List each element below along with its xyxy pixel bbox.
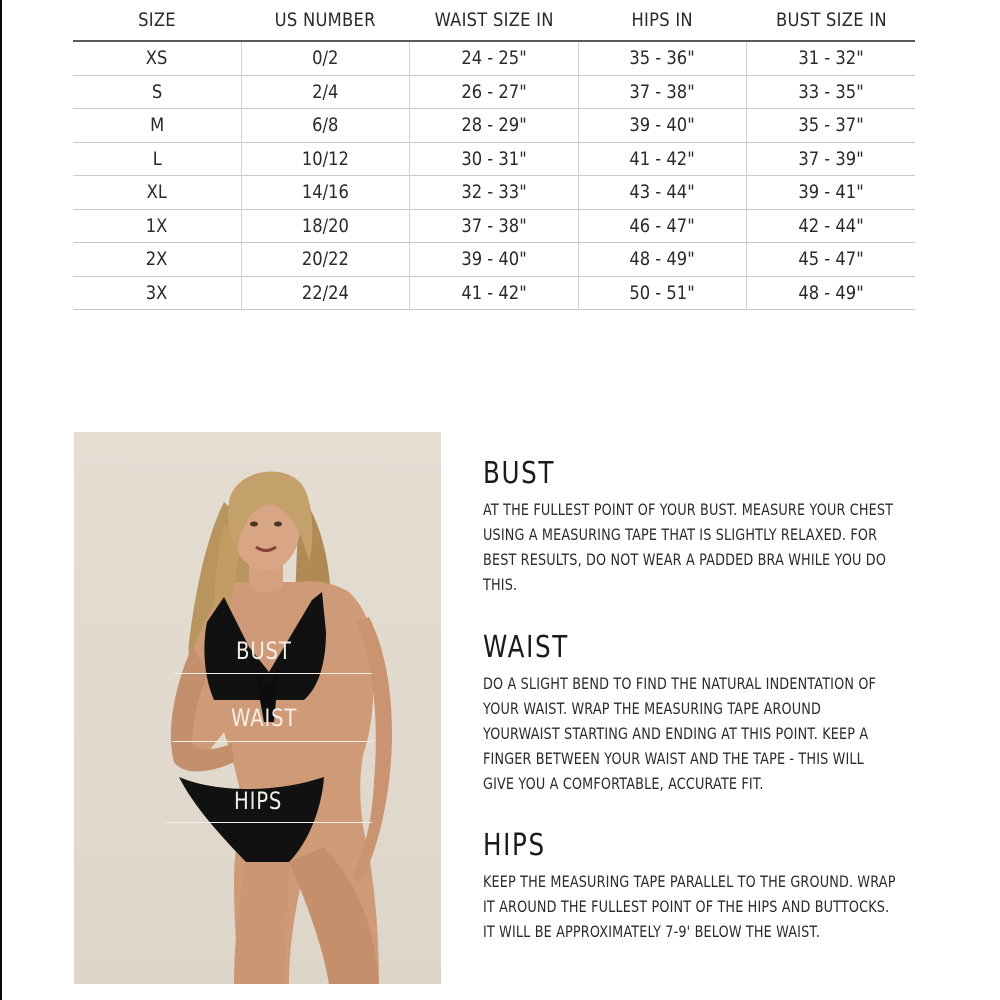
header-size: SIZE [85, 0, 230, 41]
size-chart-table [73, 0, 915, 310]
cell-hips [578, 176, 746, 210]
cell-hips [578, 75, 746, 109]
hips-guide-text: KEEP THE MEASURING TAPE PARALLEL TO THE GROUND. WRAP IT AROUND THE FULLEST POINT OF THE HIPS AND BUTTOCKS. IT WILL BE APPROXIMATELY 7-9' BELOW THE WAIST. [483, 872, 896, 941]
table-row [73, 41, 915, 75]
cell-value: 39 - 40" [629, 114, 696, 137]
bust-guide-text: AT THE FULLEST POINT OF YOUR BUST. MEASURE YOUR CHEST USING A MEASURING TAPE THAT IS SLIGHTLY RELAXED. FOR BEST RESULTS, DO NOT WEAR A PADDED BRA WHILE YOU DO THIS. [483, 500, 894, 594]
table-header-row [73, 0, 915, 41]
table-row [73, 75, 915, 109]
cell-waist [410, 41, 578, 75]
table-row [73, 243, 915, 277]
cell-hips [578, 276, 746, 310]
cell-value: 37 - 38" [629, 80, 696, 103]
cell-value: XS [146, 47, 168, 70]
cell-us-number [241, 41, 409, 75]
cell-bust [747, 176, 915, 210]
cell-value: 0/2 [312, 47, 339, 70]
cell-value: 1X [146, 214, 168, 237]
table-row [73, 209, 915, 243]
cell-value: 20/22 [302, 248, 350, 271]
cell-size [73, 276, 241, 310]
cell-value: 32 - 33" [461, 181, 527, 204]
cell-bust [747, 276, 915, 310]
photo-label-hips: HIPS [234, 787, 283, 815]
cell-value: 30 - 31" [461, 147, 527, 170]
cell-bust [747, 109, 915, 143]
cell-value: 14/16 [302, 181, 350, 204]
cell-us-number [241, 109, 409, 143]
hips-guide [483, 828, 923, 944]
cell-waist [410, 243, 578, 277]
cell-value: 6/8 [312, 114, 339, 137]
cell-waist [410, 276, 578, 310]
waist-guide-title: WAIST [483, 630, 569, 665]
cell-bust [747, 75, 915, 109]
cell-value: 50 - 51" [629, 281, 696, 304]
cell-us-number [241, 276, 409, 310]
cell-size [73, 41, 241, 75]
photo-label-waist: WAIST [231, 704, 298, 732]
cell-us-number [241, 209, 409, 243]
cell-size [73, 75, 241, 109]
cell-us-number [241, 75, 409, 109]
cell-us-number [241, 243, 409, 277]
cell-value: 37 - 38" [461, 214, 527, 237]
cell-size [73, 176, 241, 210]
cell-value: 24 - 25" [461, 47, 527, 70]
cell-value: 2/4 [312, 80, 339, 103]
table-row [73, 142, 915, 176]
table-row [73, 176, 915, 210]
hips-guide-title: HIPS [483, 828, 546, 863]
cell-value: 10/12 [302, 147, 350, 170]
header-us-number: US NUMBER [253, 0, 398, 41]
waist-measure-line [172, 741, 372, 742]
cell-hips [578, 109, 746, 143]
cell-value: 45 - 47" [798, 248, 864, 271]
bust-guide-title: BUST [483, 456, 556, 491]
hips-measure-line [166, 822, 372, 823]
cell-waist [410, 209, 578, 243]
cell-value: 31 - 32" [798, 47, 864, 70]
cell-value: 22/24 [302, 281, 350, 304]
cell-size [73, 109, 241, 143]
left-border [0, 0, 2, 1000]
photo-label-bust: BUST [236, 637, 292, 665]
cell-value: 3X [146, 281, 168, 304]
cell-hips [578, 41, 746, 75]
cell-value: 37 - 39" [798, 147, 864, 170]
cell-us-number [241, 142, 409, 176]
cell-value: 39 - 40" [461, 248, 527, 271]
cell-value: 2X [146, 248, 168, 271]
table-row [73, 109, 915, 143]
cell-waist [410, 109, 578, 143]
cell-size [73, 243, 241, 277]
bust-guide [483, 456, 923, 597]
table-row [73, 276, 915, 310]
cell-hips [578, 142, 746, 176]
cell-value: M [149, 114, 164, 137]
cell-hips [578, 243, 746, 277]
waist-guide-text: DO A SLIGHT BEND TO FIND THE NATURAL INDENTATION OF YOUR WAIST. WRAP THE MEASURING TAPE AROUND YOURWAIST STARTING AND ENDING AT THIS POINT. KEEP A FINGER BETWEEN YOUR WAIST AND THE TAPE - THIS WILL GIVE YOU A COMFORTABLE, ACCURATE FIT. [483, 674, 877, 793]
table-body [73, 41, 915, 310]
cell-size [73, 209, 241, 243]
cell-bust [747, 41, 915, 75]
cell-value: 39 - 41" [798, 181, 864, 204]
cell-value: 41 - 42" [461, 281, 527, 304]
cell-size [73, 142, 241, 176]
cell-value: 35 - 36" [629, 47, 696, 70]
cell-value: L [152, 147, 162, 170]
cell-value: 48 - 49" [629, 248, 696, 271]
cell-bust [747, 209, 915, 243]
cell-us-number [241, 176, 409, 210]
cell-value: 26 - 27" [461, 80, 527, 103]
cell-waist [410, 142, 578, 176]
cell-value: XL [146, 181, 168, 204]
cell-value: 35 - 37" [798, 114, 864, 137]
waist-guide [483, 630, 923, 796]
cell-value: 28 - 29" [461, 114, 527, 137]
header-hips: HIPS IN [590, 0, 735, 41]
header-waist: WAIST SIZE IN [422, 0, 567, 41]
cell-value: 33 - 35" [798, 80, 864, 103]
cell-waist [410, 176, 578, 210]
bust-measure-line [174, 673, 372, 674]
cell-value: 18/20 [302, 214, 350, 237]
model-photo [74, 432, 441, 984]
cell-hips [578, 209, 746, 243]
cell-value: S [151, 80, 163, 103]
cell-value: 42 - 44" [798, 214, 864, 237]
cell-value: 43 - 44" [629, 181, 696, 204]
cell-waist [410, 75, 578, 109]
cell-bust [747, 142, 915, 176]
cell-bust [747, 243, 915, 277]
cell-value: 41 - 42" [629, 147, 696, 170]
cell-value: 48 - 49" [798, 281, 864, 304]
cell-value: 46 - 47" [629, 214, 696, 237]
header-bust: BUST SIZE IN [758, 0, 903, 41]
